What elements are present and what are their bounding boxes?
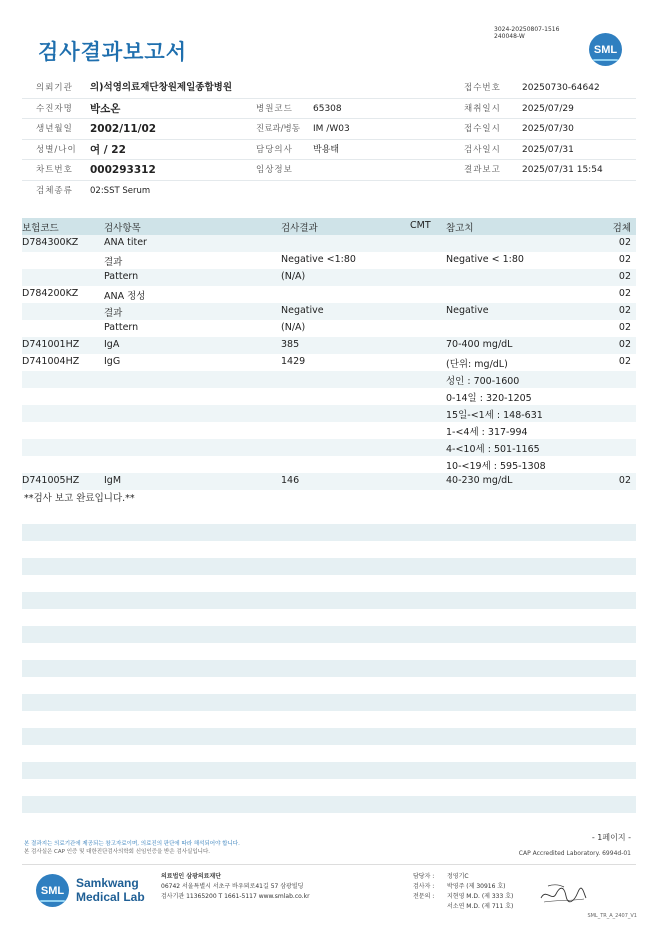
report-date-value: 2025/07/31 15:54 — [522, 165, 603, 175]
footer-divider — [22, 864, 636, 865]
cell-reference: 1-<4세 : 317-994 — [446, 427, 528, 438]
footer-notice — [24, 840, 240, 856]
cell-result: 385 — [281, 339, 300, 350]
header-reference: 참고치 — [446, 223, 474, 234]
receipt-date-label: 접수일시 — [464, 124, 501, 134]
receipt-no-label: 접수번호 — [464, 83, 501, 93]
test-date-label: 검사일시 — [464, 144, 501, 155]
cell-reference: 70-400 mg/dL — [446, 339, 513, 350]
empty-row-bands — [22, 524, 636, 830]
staff-block — [413, 872, 513, 912]
table-row — [22, 473, 636, 490]
cell-item: IgG — [104, 356, 121, 367]
birth-value: 2002/11/02 — [90, 123, 157, 135]
cell-specimen: 02 — [618, 475, 631, 486]
page-title: 검사결과보고서 — [38, 40, 188, 64]
table-row — [22, 405, 636, 422]
cell-specimen: 02 — [618, 288, 631, 299]
cell-code: D741005HZ — [22, 475, 80, 486]
specimen-label: 검체종류 — [36, 185, 73, 196]
header-specimen: 검체 — [612, 223, 631, 234]
collection-date-label: 채취일시 — [464, 103, 501, 114]
staff-role: 전문의 : — [413, 893, 435, 900]
doctor-value: 박용태 — [313, 144, 340, 155]
cell-code: D741001HZ — [22, 339, 80, 350]
results-table — [22, 218, 636, 490]
empty-row — [22, 592, 636, 609]
test-date-value: 2025/07/31 — [522, 144, 574, 155]
info-row-institution — [22, 78, 636, 99]
empty-row — [22, 626, 636, 643]
table-row — [22, 286, 636, 303]
cell-code: D784300KZ — [22, 237, 79, 248]
cell-result: Negative — [281, 305, 324, 316]
table-row — [22, 303, 636, 320]
lab-name-line-2: Medical Lab — [76, 890, 145, 904]
table-row — [22, 320, 636, 337]
cell-reference: 성인 : 700-1600 — [446, 376, 520, 387]
cell-reference: 10-<19세 : 595-1308 — [446, 461, 546, 472]
lab-address-block — [161, 872, 310, 902]
patient-info-section — [22, 78, 636, 201]
cell-specimen: 02 — [618, 339, 631, 350]
header-cmt: CMT — [410, 220, 431, 231]
table-row — [22, 235, 636, 252]
staff-name: 서소연 M.D. (제 711 호) — [447, 903, 514, 910]
empty-row — [22, 694, 636, 711]
cell-specimen: 02 — [618, 237, 631, 248]
staff-row — [413, 872, 513, 882]
table-row — [22, 388, 636, 405]
staff-name: 지현영 M.D. (제 333 호) — [447, 893, 514, 900]
cell-item: 결과 — [104, 308, 123, 319]
table-row — [22, 337, 636, 354]
cell-reference: 40-230 mg/dL — [446, 475, 513, 486]
cell-reference: 0-14일 : 320-1205 — [446, 393, 532, 404]
empty-row — [22, 796, 636, 813]
cell-item: Pattern — [104, 271, 139, 282]
completion-message: **검사 보고 완료입니다.** — [24, 493, 135, 504]
cell-reference: 15일-<1세 : 148-631 — [446, 410, 543, 421]
chart-no-label: 차트번호 — [36, 165, 73, 175]
lab-contact: 검사기관 11365200 T 1661-5117 www.smlab.co.kr — [161, 893, 310, 900]
report-date-label: 결과보고 — [464, 165, 501, 175]
notice-line-2: 본 검사실은 CAP 인증 및 대한진단검사의학회 신임인증을 받은 검사실입니다. — [24, 849, 211, 855]
empty-row — [22, 762, 636, 779]
cell-item: 결과 — [104, 257, 123, 268]
info-row-birth — [22, 119, 636, 140]
cell-item: ANA titer — [104, 237, 147, 248]
patient-value: 박소온 — [90, 102, 121, 115]
sml-footer-logo-icon: SML — [36, 874, 69, 907]
cell-reference: Negative < 1:80 — [446, 254, 524, 265]
cell-specimen: 02 — [618, 271, 631, 282]
receipt-no-value: 20250730-64642 — [522, 83, 600, 93]
patient-label: 수진자명 — [36, 103, 73, 114]
table-row — [22, 354, 636, 371]
signature-icon — [538, 880, 588, 908]
info-row-chart — [22, 160, 636, 181]
table-row — [22, 269, 636, 286]
cell-item: ANA 정성 — [104, 291, 146, 302]
cap-accreditation: CAP Accredited Laboratory. 6994d-01 — [518, 850, 631, 857]
cell-specimen: 02 — [618, 356, 631, 367]
staff-name: 박영주 (제 30916 호) — [447, 883, 506, 890]
lab-org: 의료법인 삼광의료재단 — [161, 873, 222, 880]
institution-label: 의뢰기관 — [36, 83, 73, 93]
staff-row — [413, 902, 513, 912]
staff-row — [413, 892, 513, 902]
table-row — [22, 422, 636, 439]
institution-value: 의)석영의료재단창원제일종합병원 — [90, 82, 232, 93]
empty-row — [22, 660, 636, 677]
sex-age-value: 여 / 22 — [90, 143, 126, 156]
sex-age-label: 성별/나이 — [36, 144, 77, 155]
info-row-sex-age — [22, 140, 636, 161]
cell-result: Negative <1:80 — [281, 254, 356, 265]
cell-code: D741004HZ — [22, 356, 80, 367]
cell-reference: 4-<10세 : 501-1165 — [446, 444, 540, 455]
doctor-label: 담당의사 — [256, 144, 293, 155]
table-row — [22, 456, 636, 473]
cell-reference: Negative — [446, 305, 489, 316]
header-result: 검사결과 — [281, 223, 318, 234]
clinical-label: 임상정보 — [256, 165, 293, 175]
table-header — [22, 218, 636, 235]
sml-logo-icon: SML — [589, 33, 622, 66]
hospital-code-label: 병원코드 — [256, 103, 293, 114]
info-row-specimen — [22, 181, 636, 202]
lab-name — [76, 876, 145, 904]
collection-date-value: 2025/07/29 — [522, 103, 574, 114]
empty-row — [22, 524, 636, 541]
chart-no-value: 000293312 — [90, 164, 156, 176]
page-number: - 1페이지 - — [591, 833, 631, 842]
table-row — [22, 252, 636, 269]
cell-result: (N/A) — [281, 271, 306, 282]
cell-code: D784200KZ — [22, 288, 79, 299]
lab-name-line-1: Samkwang — [76, 876, 139, 890]
birth-label: 생년월일 — [36, 124, 73, 134]
cell-item: IgM — [104, 475, 122, 486]
staff-row — [413, 882, 513, 892]
lab-address: 06742 서울특별시 서초구 바우뫼로41길 57 삼광빌딩 — [161, 883, 304, 890]
header-code: 보험코드 — [22, 223, 59, 234]
table-row — [22, 439, 636, 456]
cell-item: IgA — [104, 339, 120, 350]
document-code-line-1: 3024-20250807-1516 — [494, 26, 560, 33]
cell-specimen: 02 — [618, 322, 631, 333]
notice-line-1: 본 결과지는 의료기관에 제공되는 참고자료이며, 의료진의 판단에 따라 해석되어야 합니다. — [24, 841, 240, 847]
dept-label: 진료과/병동 — [256, 124, 300, 134]
specimen-value: 02:SST Serum — [90, 185, 151, 196]
document-code — [494, 26, 559, 40]
cell-result: 146 — [281, 475, 300, 486]
cell-result: 1429 — [281, 356, 306, 367]
hospital-code-value: 65308 — [313, 103, 342, 114]
staff-name: 정영기C — [447, 873, 469, 880]
receipt-date-value: 2025/07/30 — [522, 124, 574, 134]
empty-row — [22, 558, 636, 575]
staff-role: 담당자 : — [413, 873, 435, 880]
document-id: SML_TR_A_2407_V1 — [587, 913, 637, 919]
cell-reference: (단위: mg/dL) — [446, 359, 508, 370]
staff-role: 검사자 : — [413, 883, 435, 890]
header-item: 검사항목 — [104, 223, 141, 234]
document-code-line-2: 240048-W — [494, 33, 525, 40]
cell-item: Pattern — [104, 322, 139, 333]
cell-result: (N/A) — [281, 322, 306, 333]
dept-value: IM /W03 — [313, 124, 350, 134]
table-body — [22, 235, 636, 490]
cell-specimen: 02 — [618, 305, 631, 316]
table-row — [22, 371, 636, 388]
info-row-patient — [22, 99, 636, 120]
empty-row — [22, 728, 636, 745]
cell-specimen: 02 — [618, 254, 631, 265]
